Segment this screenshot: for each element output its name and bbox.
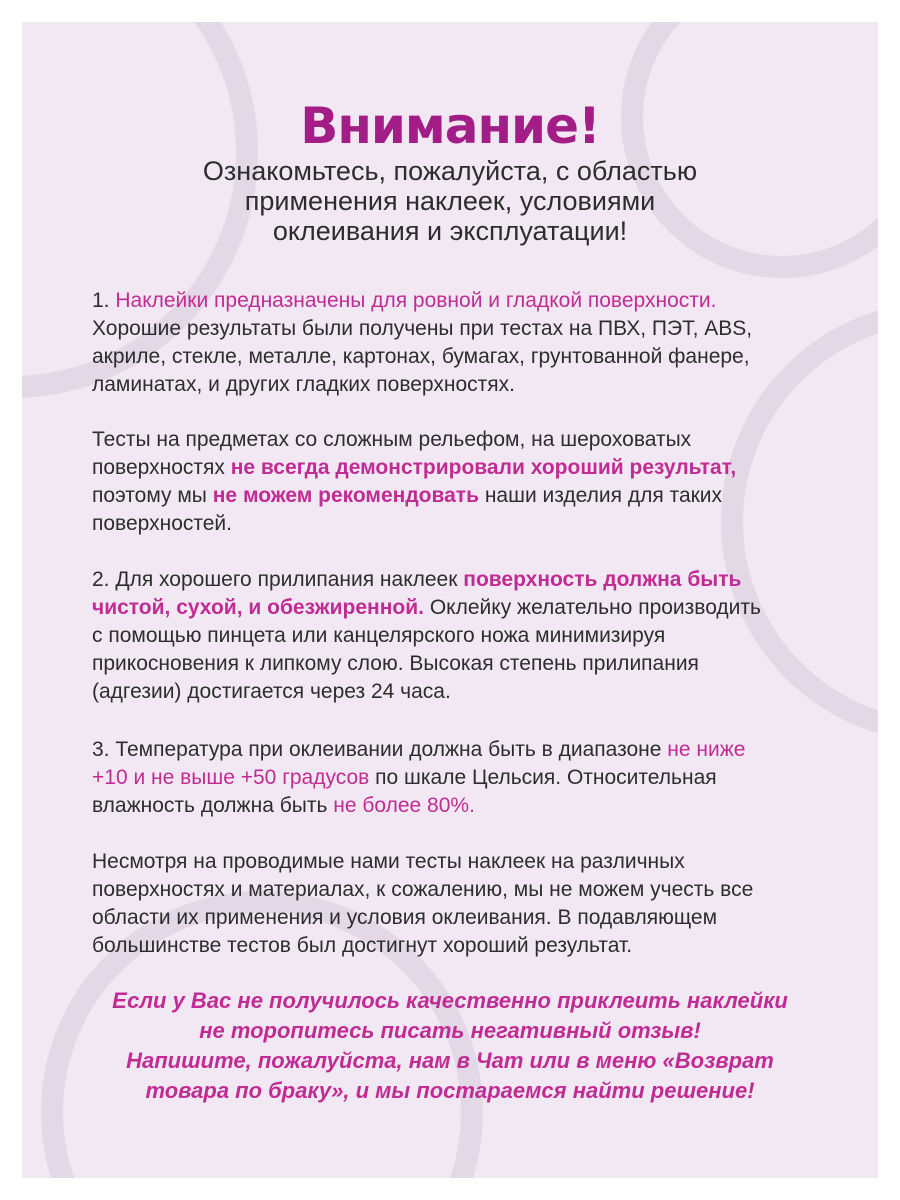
paragraph-line xyxy=(92,482,852,510)
paragraph-line: (адгезии) достигается через 24 часа. xyxy=(92,680,451,703)
paragraph-line: Тесты на предметах со сложным рельефом, на шероховатых xyxy=(92,428,692,451)
paragraph-line xyxy=(92,764,852,792)
highlight-text: не ниже xyxy=(667,738,746,761)
paragraph-disclaimer xyxy=(92,848,852,960)
notice-card xyxy=(22,22,878,1178)
subtitle-line: применения наклеек, условиями xyxy=(244,186,656,216)
highlight-text: не всегда демонстрировали хороший результат, xyxy=(230,456,737,479)
paragraph-line: с помощью пинцета или канцелярского ножа минимизируя xyxy=(92,624,666,647)
text-span: Оклейку желательно производить xyxy=(424,596,761,619)
text-span: 2. Для хорошего прилипания наклеек xyxy=(92,568,464,591)
paragraph-line: акриле, стекле, металле, картонах, бумагах, грунтованной фанере, xyxy=(92,345,750,368)
text-span: поверхностях xyxy=(92,456,231,479)
closing-line: товара по браку», и мы постараемся найти решение! xyxy=(145,1078,755,1103)
paragraph-line xyxy=(92,792,852,820)
page-title: Внимание! xyxy=(300,97,600,155)
closing-line: Напишите, пожалуйста, нам в Чат или в меню «Возврат xyxy=(126,1048,774,1073)
paragraph-line: Несмотря на проводимые нами тесты наклеек на различных xyxy=(92,850,685,873)
paragraph-line: поверхностях и материалах, к сожалению, мы не можем учесть все xyxy=(92,878,754,901)
subtitle xyxy=(22,156,878,246)
highlight-text: поверхность должна быть xyxy=(463,568,742,591)
text-span: 3. Температура при оклеивании должна быть в диапазоне xyxy=(92,738,668,761)
highlight-text: не более 80%. xyxy=(333,794,475,817)
text-span: по шкале Цельсия. Относительная xyxy=(369,766,717,789)
paragraph-line xyxy=(92,454,852,482)
paragraph-line: поверхностей. xyxy=(92,512,232,535)
paragraph-line: Хорошие результаты были получены при тестах на ПВХ, ПЭТ, ABS, xyxy=(92,317,753,340)
paragraph-temperature xyxy=(92,736,852,820)
paragraph-adhesion xyxy=(92,566,852,706)
paragraph-line: ламинатах, и других гладких поверхностях. xyxy=(92,373,515,396)
paragraph-line xyxy=(92,736,852,764)
paragraph-line xyxy=(92,566,852,594)
highlight-text: Наклейки предназначены для ровной и гладкой поверхности. xyxy=(115,289,717,312)
subtitle-line: Ознакомьтесь, пожалуйста, с областью xyxy=(202,156,698,186)
paragraph-line xyxy=(92,594,852,622)
closing-line: не торопитесь писать негативный отзыв! xyxy=(199,1018,701,1043)
subtitle-line: оклеивания и эксплуатации! xyxy=(272,216,628,246)
item-number: 1. xyxy=(92,289,116,312)
highlight-text: +10 и не выше +50 градусов xyxy=(92,766,370,789)
paragraph-relief xyxy=(92,426,852,538)
paragraph-line: области их применения и условия оклеивания. В подавляющем xyxy=(92,906,718,929)
highlight-text: чистой, сухой, и обезжиренной. xyxy=(92,596,425,619)
paragraph-line: прикосновения к липкому слою. Высокая степень прилипания xyxy=(92,652,699,675)
closing-line: Если у Вас не получилось качественно приклеить наклейки xyxy=(112,988,788,1013)
highlight-text: не можем рекомендовать xyxy=(212,484,479,507)
paragraph-line xyxy=(92,287,852,315)
text-span: поэтому мы xyxy=(92,484,213,507)
paragraph-surfaces xyxy=(92,287,852,399)
text-span: наши изделия для таких xyxy=(479,484,723,507)
closing-message xyxy=(22,986,878,1106)
paragraph-line: большинстве тестов был достигнут хороший результат. xyxy=(92,934,633,957)
text-span: влажность должна быть xyxy=(92,794,334,817)
